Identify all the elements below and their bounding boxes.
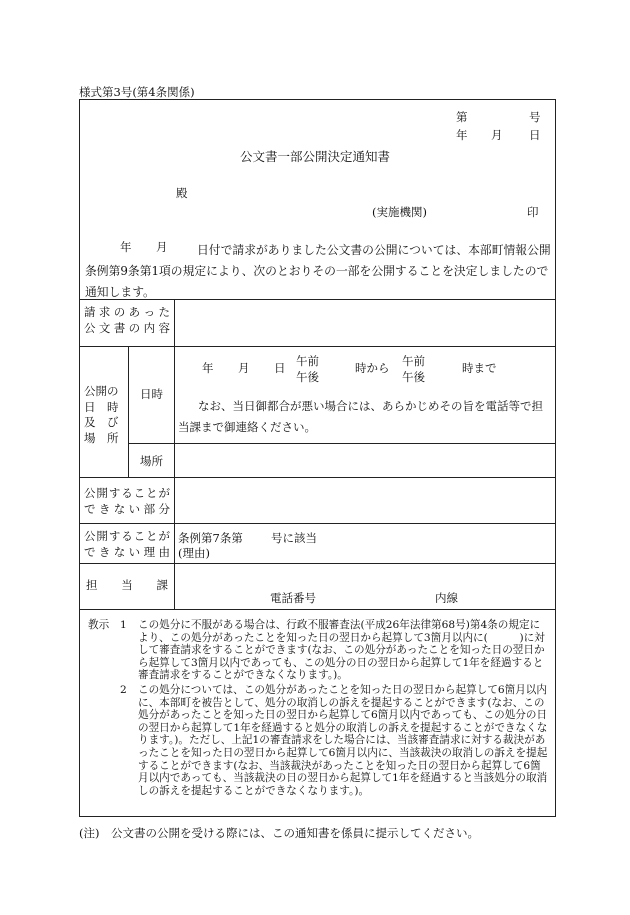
- undisclosable-part-line2: で き な い 部 分: [84, 501, 170, 516]
- requested-docs-label-line2: 公 文 書 の 内 容: [84, 320, 170, 335]
- reason-label: (理由): [178, 546, 210, 560]
- undisclosable-reason-line2: で き な い 理 由: [84, 544, 170, 559]
- date-day: 日: [529, 128, 541, 142]
- footnote: (注) 公文書の公開を受ける際には、この通知書を係員に提示してください。: [79, 826, 479, 840]
- pm-label: 午後: [296, 370, 319, 384]
- article-suffix: 号に該当: [271, 531, 317, 545]
- rule-after-requested: [80, 346, 555, 347]
- intro-month: 月: [156, 240, 168, 254]
- notice-form: [79, 99, 556, 817]
- number-suffix: 号: [529, 110, 541, 124]
- seal-mark: 印: [527, 205, 539, 219]
- form-number-label: 様式第3号(第4条関係): [79, 85, 195, 99]
- place-label: 場所: [140, 454, 163, 468]
- undisclosable-reason-label: [84, 529, 170, 560]
- appeal-item-1: [88, 619, 550, 682]
- agency-label: (実施機関): [372, 205, 427, 219]
- notice-lead: 教示: [88, 619, 110, 631]
- pm-label-2: 午後: [402, 370, 425, 384]
- extension-label: 内線: [435, 591, 458, 605]
- appeal-instructions: [88, 619, 550, 797]
- schedule-month: 月: [238, 361, 250, 375]
- department-label: [86, 578, 168, 594]
- schedule-outer-line3: 及 び: [84, 415, 119, 430]
- appeal-item-2-text: この処分については、この処分があったことを知った日の翌日から起算して6箇月以内に、本部町を被告として、処分の取消しの訴えを提起することができます(なお、この処分があったことを知った日の翌日から起算して6箇月以内であっても、この処分の日の翌日から起算して1年を経過すると処分の取消しの訴えを提起することができなくなります。)。ただし、上記1の審査請求をした場合には、当該審査請求に対する裁決があったことを知った日の翌日から起算して6箇月以内に、当該裁決の取消しの訴えを提起することができます(なお、当該裁決があったことを知った日の翌日から起算して6箇月以内であっても、当該裁決の日の翌日から起算して1年を経過すると当該処分の取消しの訴えを提起することができなくなります。)。: [138, 683, 548, 797]
- schedule-year: 年: [202, 361, 214, 375]
- schedule-ampm-to: [402, 353, 425, 385]
- number-prefix: 第: [456, 110, 468, 124]
- datetime-label: 日時: [140, 387, 163, 401]
- schedule-to-time: 時まで: [462, 361, 497, 375]
- schedule-from-time: 時から: [355, 361, 390, 375]
- appeal-item-1-text: この処分に不服がある場合は、行政不服審査法(平成26年法律第68号)第4条の規定により、この処分があったことを知った日の翌日から起算して3箇月以内に( )に対して審査請求をすることができます(なお、この処分があったことを知った日の翌日から起算して3箇月以内であっても、この処分の日の翌日から起算して1年を経過すると審査請求をすることができなくなります。)。: [138, 619, 545, 682]
- requested-docs-label: [84, 305, 170, 336]
- rule-after-contact: [80, 609, 555, 610]
- am-label-2: 午前: [402, 354, 425, 368]
- rule-sublabel-column: [128, 346, 129, 477]
- schedule-outer-label: [84, 384, 124, 446]
- date-month: 月: [491, 128, 503, 142]
- schedule-note: なお、当日御都合が悪い場合には、あらかじめその旨を電話等で担当課まで御連絡ください。: [178, 399, 543, 434]
- intro-paragraph: 日付で請求がありました公文書の公開については、本部町情報公開条例第9条第1項の規定により、次のとおりその一部を公開することを決定しましたので通知します。: [85, 243, 551, 299]
- schedule-day: 日: [274, 361, 286, 375]
- department-label-text: 担 当 課: [86, 578, 168, 592]
- appeal-item-1-number: 1: [120, 619, 127, 631]
- appeal-item-2: [88, 684, 550, 797]
- rule-after-reason: [80, 563, 555, 564]
- undisclosable-reason-line1: 公 開 す る こ と が: [84, 529, 170, 543]
- rule-after-schedule: [80, 477, 555, 478]
- addressee-suffix: 殿: [176, 186, 188, 200]
- appeal-item-2-number: 2: [120, 683, 127, 696]
- rule-after-disclosable: [80, 523, 555, 524]
- article-prefix: 条例第7条第: [178, 531, 243, 545]
- document-title: 公文書一部公開決定通知書: [240, 149, 391, 164]
- requested-docs-label-line1: 請 求 の あ っ た: [84, 305, 170, 319]
- schedule-outer-line1: 公開の: [84, 384, 119, 398]
- schedule-outer-line2: 日 時: [84, 399, 119, 414]
- phone-label: 電話番号: [270, 591, 316, 605]
- date-year: 年: [456, 128, 468, 142]
- am-label: 午前: [296, 354, 319, 368]
- undisclosable-part-line1: 公 開 す る こ と が: [84, 486, 170, 500]
- rule-label-column: [174, 299, 175, 609]
- schedule-ampm-from: [296, 353, 319, 385]
- undisclosable-part-label: [84, 486, 170, 517]
- schedule-outer-line4: 場 所: [84, 430, 119, 445]
- rule-datetime-place: [128, 443, 555, 444]
- intro-year: 年: [120, 240, 132, 254]
